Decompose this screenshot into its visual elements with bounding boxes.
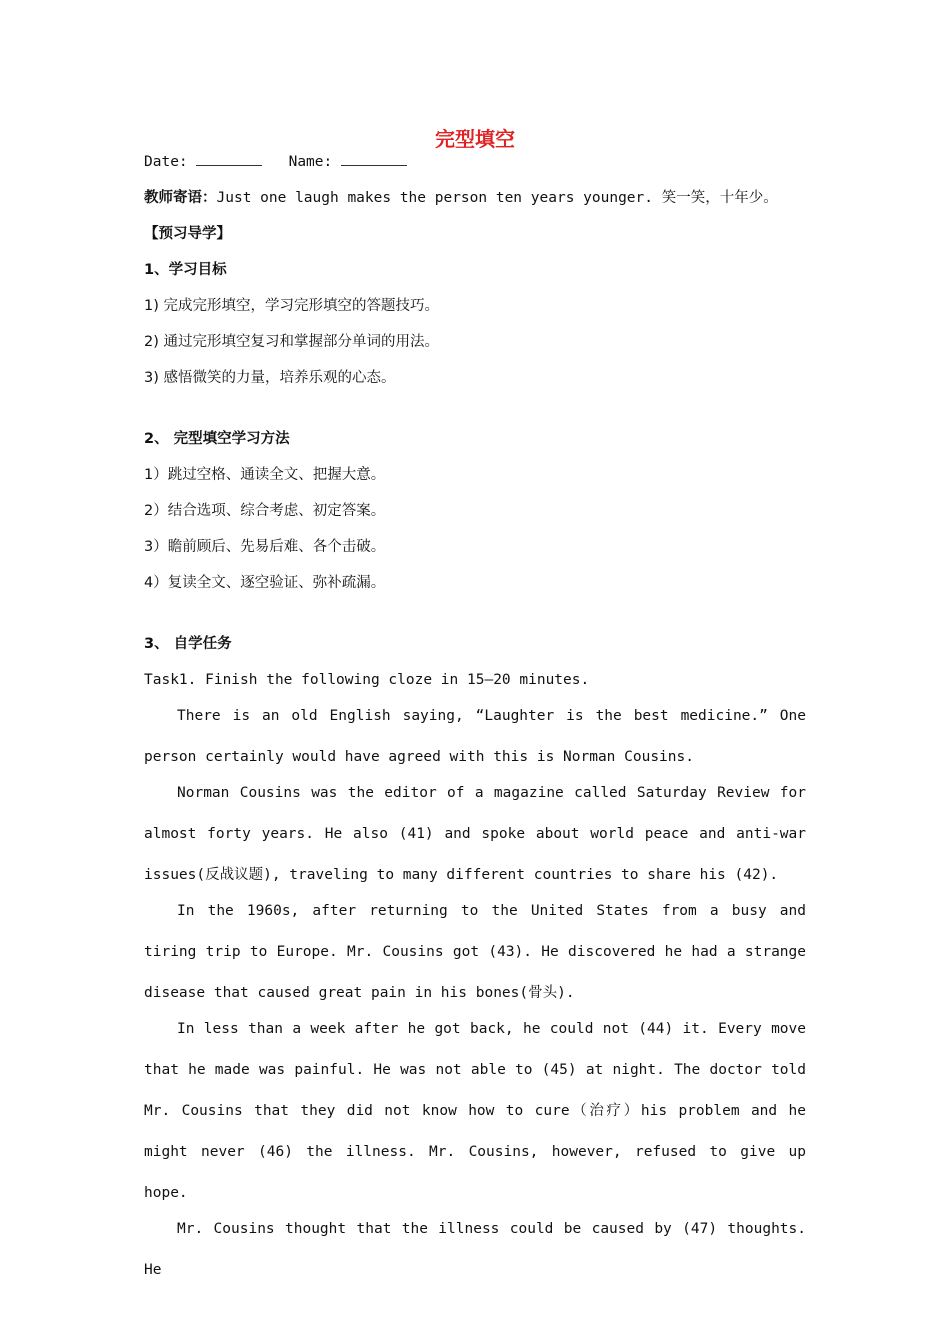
date-label: Date: [144, 154, 188, 170]
task1-instruction: Task1. Finish the following cloze in 15—20 minutes. [144, 672, 590, 688]
motto-label: 教师寄语： [144, 190, 217, 206]
name-label: Name: [288, 154, 333, 170]
cloze-paragraph: Mr. Cousins thought that the illness could be caused by (47) thoughts. He [144, 1221, 806, 1278]
name-blank [341, 150, 407, 166]
cloze-paragraph: There is an old English saying, “Laughter is the best medicine.” One person certainly would have agreed with this is Norman Cousins. [144, 708, 806, 765]
goal-item: 3) 感悟微笑的力量，培养乐观的心态。 [144, 370, 396, 386]
cloze-paragraph: In the 1960s, after returning to the United States from a busy and tiring trip to Europe. Mr. Cousins got (43). He discovered he had a strange disease that caused great pain in his bones(骨头). [144, 903, 806, 1001]
motto-text: Just one laugh makes the person ten years younger. 笑一笑，十年少。 [216, 190, 778, 206]
cloze-paragraph: Norman Cousins was the editor of a magazine called Saturday Review for almost forty years. He also (41) and spoke about world peace and anti-war issues(反战议题), traveling to many different countries to share his (42). [144, 785, 806, 883]
preview-heading: 【预习导学】 [144, 226, 231, 242]
goal-item: 1) 完成完形填空，学习完形填空的答题技巧。 [144, 298, 439, 314]
goals-heading: 1、学习目标 [144, 262, 227, 278]
date-name-line [144, 150, 806, 174]
document-body [144, 150, 806, 1291]
tasks-heading: 3、 自学任务 [144, 636, 232, 652]
method-item: 2）结合选项、综合考虑、初定答案。 [144, 503, 386, 519]
motto-line [144, 186, 806, 210]
date-blank [196, 150, 262, 166]
method-item: 4）复读全文、逐空验证、弥补疏漏。 [144, 575, 386, 591]
method-item: 3）瞻前顾后、先易后难、各个击破。 [144, 539, 386, 555]
cloze-paragraph: In less than a week after he got back, he could not (44) it. Every move that he made was painful. He was not able to (45) at night. The doctor told Mr. Cousins that they did not know how to cure（治疗）his problem and he might never (46) the illness. Mr. Cousins, however, refused to give up hope. [144, 1021, 806, 1201]
methods-heading: 2、 完型填空学习方法 [144, 431, 290, 447]
method-item: 1）跳过空格、通读全文、把握大意。 [144, 467, 386, 483]
page-title: 完型填空 [435, 127, 515, 151]
goal-item: 2) 通过完形填空复习和掌握部分单词的用法。 [144, 334, 439, 350]
